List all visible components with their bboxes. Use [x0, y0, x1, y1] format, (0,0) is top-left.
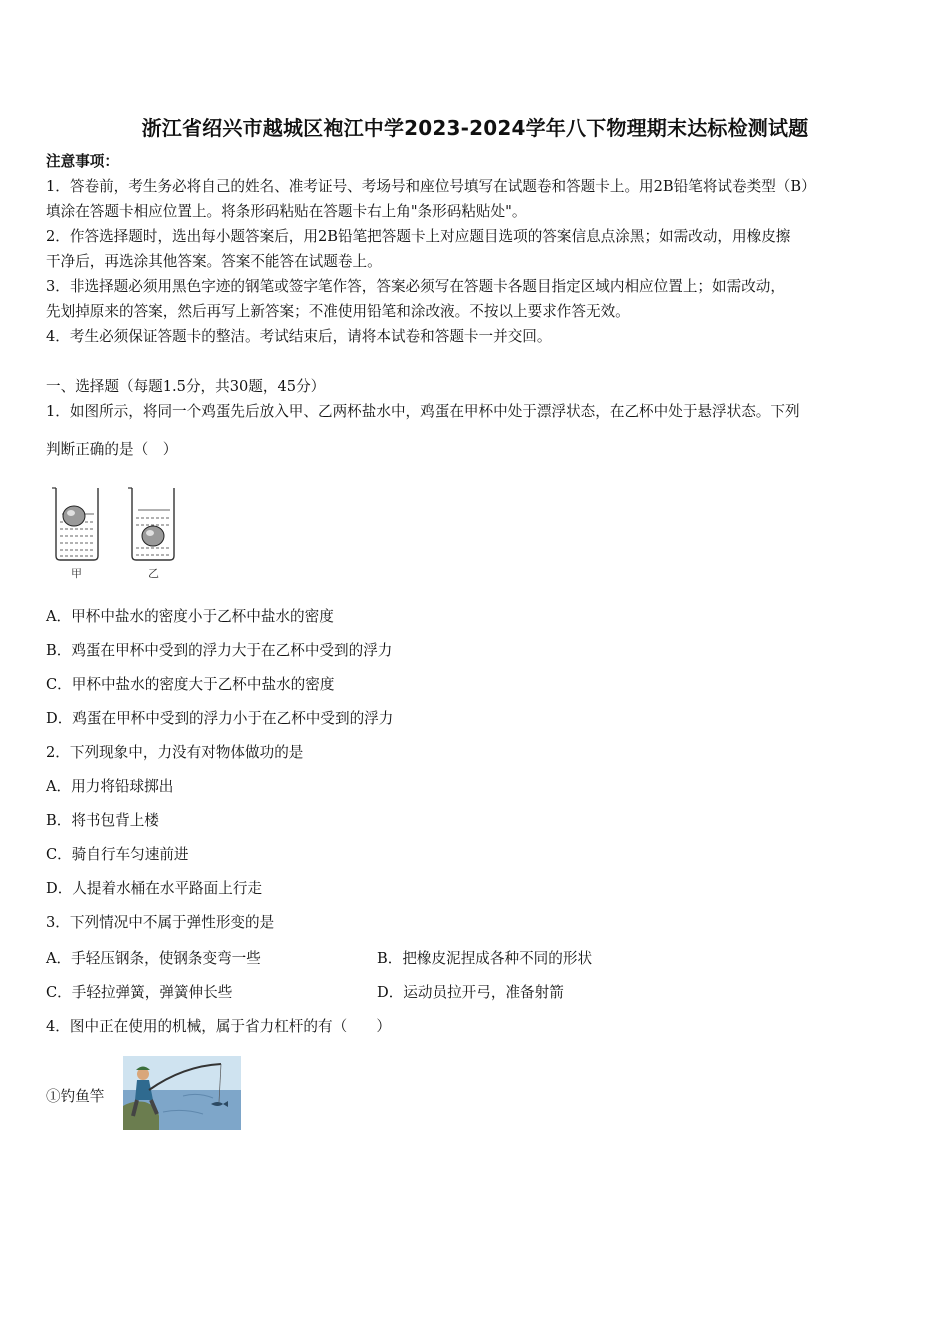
question-3-stem: 3．下列情况中不属于弹性形变的是	[46, 914, 275, 931]
notice-line: 4．考生必须保证答题卡的整洁。考试结束后，请将本试卷和答题卡一并交回。	[46, 328, 552, 345]
notice-line: 1．答卷前，考生务必将自己的姓名、准考证号、考场号和座位号填写在试题卷和答题卡上。用2B铅笔将试卷类型（B）	[46, 178, 816, 195]
option-a: A．甲杯中盐水的密度小于乙杯中盐水的密度	[46, 608, 334, 625]
option-b: B．将书包背上楼	[46, 812, 159, 829]
beaker-label-jia: 甲	[71, 567, 82, 580]
option-d: D．鸡蛋在甲杯中受到的浮力小于在乙杯中受到的浮力	[46, 710, 394, 727]
option-c: C．甲杯中盐水的密度大于乙杯中盐水的密度	[46, 676, 335, 693]
question-1-stem: 1．如图所示，将同一个鸡蛋先后放入甲、乙两杯盐水中，鸡蛋在甲杯中处于漂浮状态，在乙杯中处于悬浮状态。下列	[46, 403, 800, 420]
option-d: D．人提着水桶在水平路面上行走	[46, 880, 263, 897]
option-b: B．把橡皮泥捏成各种不同的形状	[377, 950, 593, 967]
option-a: A．手轻压钢条，使钢条变弯一些	[46, 950, 261, 967]
notice-line: 先划掉原来的答案，然后再写上新答案；不准使用铅笔和涂改液。不按以上要求作答无效。	[46, 303, 630, 320]
page-title: 浙江省绍兴市越城区袍江中学2023-2024学年八下物理期末达标检测试题	[141, 116, 809, 140]
fishing-rod-image	[123, 1056, 241, 1130]
notice-heading: 注意事项：	[46, 153, 119, 170]
item-1-label: ①钓鱼竿	[46, 1088, 105, 1105]
option-d: D．运动员拉开弓，准备射箭	[377, 984, 564, 1001]
beaker-yi	[128, 488, 174, 560]
question-1-stem-cont: 判断正确的是（ ）	[46, 441, 178, 458]
beakers-figure	[44, 482, 194, 582]
beaker-label-yi: 乙	[148, 567, 159, 580]
notice-line: 填涂在答题卡相应位置上。将条形码粘贴在答题卡右上角"条形码粘贴处"。	[46, 203, 527, 220]
notice-line: 2．作答选择题时，选出每小题答案后，用2B铅笔把答题卡上对应题目选项的答案信息点涂黑；如需改动，用橡皮擦	[46, 228, 791, 245]
notice-line: 干净后，再选涂其他答案。答案不能答在试题卷上。	[46, 253, 382, 270]
notice-line: 3．非选择题必须用黑色字迹的钢笔或签字笔作答，答案必须写在答题卡各题目指定区域内相应位置上；如需改动，	[46, 278, 785, 295]
option-a: A．用力将铅球掷出	[46, 778, 174, 795]
question-2-stem: 2．下列现象中，力没有对物体做功的是	[46, 744, 304, 761]
question-4-stem: 4．图中正在使用的机械，属于省力杠杆的有（ ）	[46, 1018, 391, 1035]
option-c: C．手轻拉弹簧，弹簧伸长些	[46, 984, 233, 1001]
section-heading: 一、选择题（每题1.5分，共30题，45分）	[46, 378, 326, 395]
beaker-jia	[52, 488, 98, 560]
option-b: B．鸡蛋在甲杯中受到的浮力大于在乙杯中受到的浮力	[46, 642, 393, 659]
option-c: C．骑自行车匀速前进	[46, 846, 189, 863]
